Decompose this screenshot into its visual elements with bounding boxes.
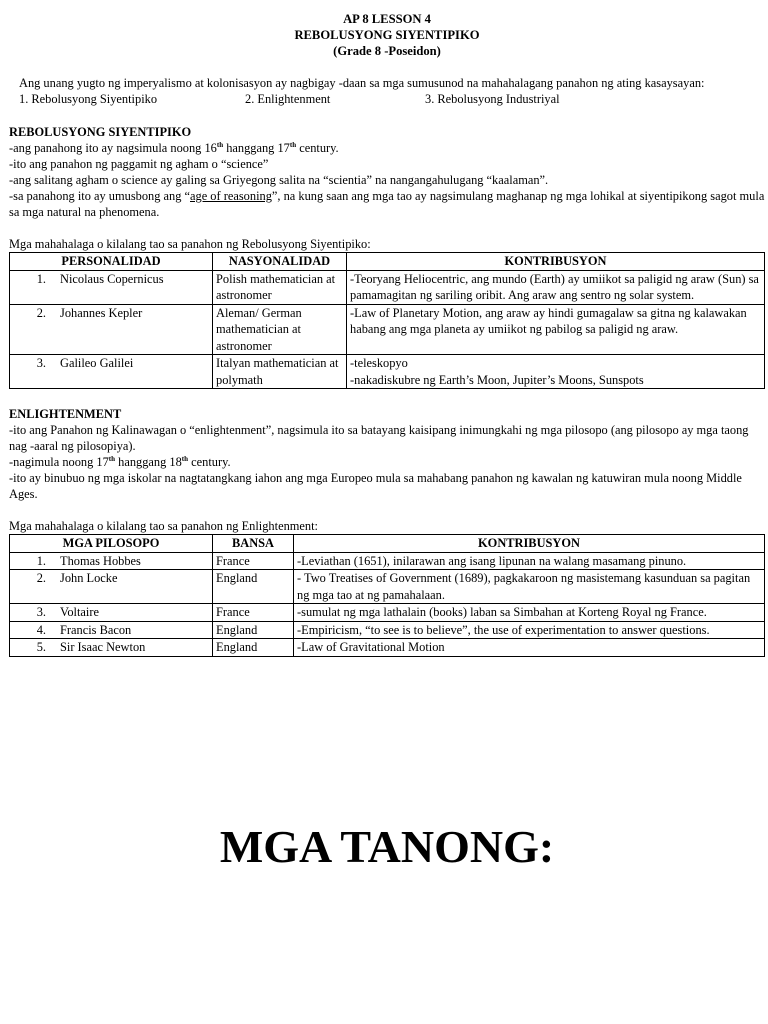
country-cell: France [213, 552, 294, 570]
name-cell: 4. Francis Bacon [10, 621, 213, 639]
table-caption: Mga mahahalaga o kilalang tao sa panahon ng Enlightenment: [9, 519, 318, 533]
nationality-cell: Italyan mathematician at polymath [213, 355, 347, 389]
table-row [10, 552, 765, 570]
lesson-grade: (Grade 8 -Poseidon) [333, 44, 441, 58]
column-header: BANSA [213, 535, 294, 553]
nationality-cell: Aleman/ German mathematician at astronomer [213, 304, 347, 355]
table-row [10, 604, 765, 622]
contribution-cell: -teleskopyo -nakadiskubre ng Earth’s Moon, Jupiter’s Moons, Sunspots [347, 355, 765, 389]
table-row [10, 621, 765, 639]
section-heading: ENLIGHTENMENT [9, 407, 122, 421]
table-caption: Mga mahahalaga o kilalang tao sa panahon ng Rebolusyong Siyentipiko: [9, 237, 371, 251]
country-cell: England [213, 621, 294, 639]
scientists-table [9, 252, 765, 389]
name-cell: 5. Sir Isaac Newton [10, 639, 213, 657]
country-cell: England [213, 570, 294, 604]
country-cell: England [213, 639, 294, 657]
paragraph-line: -ito ang panahon ng paggamit ng agham o “science” [9, 157, 269, 171]
contribution-cell: -Empiricism, “to see is to believe”, the use of experimentation to answer questions. [294, 621, 765, 639]
table-row [10, 355, 765, 389]
lesson-title: AP 8 LESSON 4 [343, 12, 431, 26]
name-cell: 2. Johannes Kepler [10, 304, 213, 355]
contribution-cell: - Two Treatises of Government (1689), pagkakaroon ng masistemang kasunduan sa pagitan ng mga tao at ng pamahalaan. [294, 570, 765, 604]
underlined-term: age of reasoning [190, 189, 272, 203]
section-heading: REBOLUSYONG SIYENTIPIKO [9, 125, 192, 139]
table-header-row [10, 535, 765, 553]
country-cell: France [213, 604, 294, 622]
table-row [10, 570, 765, 604]
name-cell: 2. John Locke [10, 570, 213, 604]
paragraph-line: -ito ang Panahon ng Kalinawagan o “enlightenment”, nagsimula ito sa batayang kaisipang inimungkahi ng mga pilosopo (ang pilosopo ay mga taong nag -aaral ng pilosopiya). [9, 423, 749, 453]
column-header: KONTRIBUSYON [347, 253, 765, 271]
name-cell: 1. Thomas Hobbes [10, 552, 213, 570]
table-row [10, 304, 765, 355]
list-item: 3. Rebolusyong Industriyal [425, 92, 560, 106]
contribution-cell: -sumulat ng mga lathalain (books) laban sa Simbahan at Korteng Royal ng France. [294, 604, 765, 622]
paragraph-line: -ang panahong ito ay nagsimula noong 16th hanggang 17th century. [9, 140, 339, 155]
intro-paragraph: Ang unang yugto ng imperyalismo at kolonisasyon ay nagbigay -daan sa mga sumusunod na mahahalagang panahon ng ating kasaysayan: [19, 76, 705, 90]
questions-heading: MGA TANONG: [219, 821, 555, 872]
column-header: KONTRIBUSYON [294, 535, 765, 553]
paragraph-line: -ang salitang agham o science ay galing sa Griyegong salita na “scientia” na nangangahulugang “kaalaman”. [9, 173, 549, 187]
paragraph-line: -nagimula noong 17th hanggang 18th century. [9, 454, 231, 469]
name-cell: 1. Nicolaus Copernicus [10, 270, 213, 304]
document-page [9, 0, 765, 872]
contribution-cell: -Law of Planetary Motion, ang araw ay hindi gumagalaw sa gitna ng kalawakan habang ang mga planeta ay umiikot ng pabilog sa paligid ng araw. [347, 304, 765, 355]
contribution-cell: -Leviathan (1651), inilarawan ang isang lipunan na walang masamang pinuno. [294, 552, 765, 570]
contribution-cell: -Law of Gravitational Motion [294, 639, 765, 657]
name-cell: 3. Voltaire [10, 604, 213, 622]
philosophers-table [9, 534, 765, 657]
nationality-cell: Polish mathematician at astronomer [213, 270, 347, 304]
intro-list [9, 91, 765, 107]
list-item: 1. Rebolusyong Siyentipiko [19, 92, 158, 106]
table-row [10, 639, 765, 657]
table-row [10, 270, 765, 304]
column-header: MGA PILOSOPO [10, 535, 213, 553]
paragraph-line: -ito ay binubuo ng mga iskolar na nagtatangkang iahon ang mga Europeo mula sa mahabang panahon ng kawalan ng katuwiran mula noong Middle Ages. [9, 471, 742, 501]
table-header-row [10, 253, 765, 271]
list-item: 2. Enlightenment [245, 92, 331, 106]
column-header: NASYONALIDAD [213, 253, 347, 271]
contribution-cell: -Teoryang Heliocentric, ang mundo (Earth) ay umiikot sa paligid ng araw (Sun) sa pamamagitan ng sariling oribit. Ang araw ang sentro ng solar system. [347, 270, 765, 304]
paragraph-line: -sa panahong ito ay umusbong ang “age of reasoning”, na kung saan ang mga tao ay nagsimulang maghanap ng mga lohikal at siyentipikong sagot mula sa mga natural na phenomena. [9, 189, 765, 219]
name-cell: 3. Galileo Galilei [10, 355, 213, 389]
column-header: PERSONALIDAD [10, 253, 213, 271]
lesson-topic: REBOLUSYONG SIYENTIPIKO [294, 28, 480, 42]
